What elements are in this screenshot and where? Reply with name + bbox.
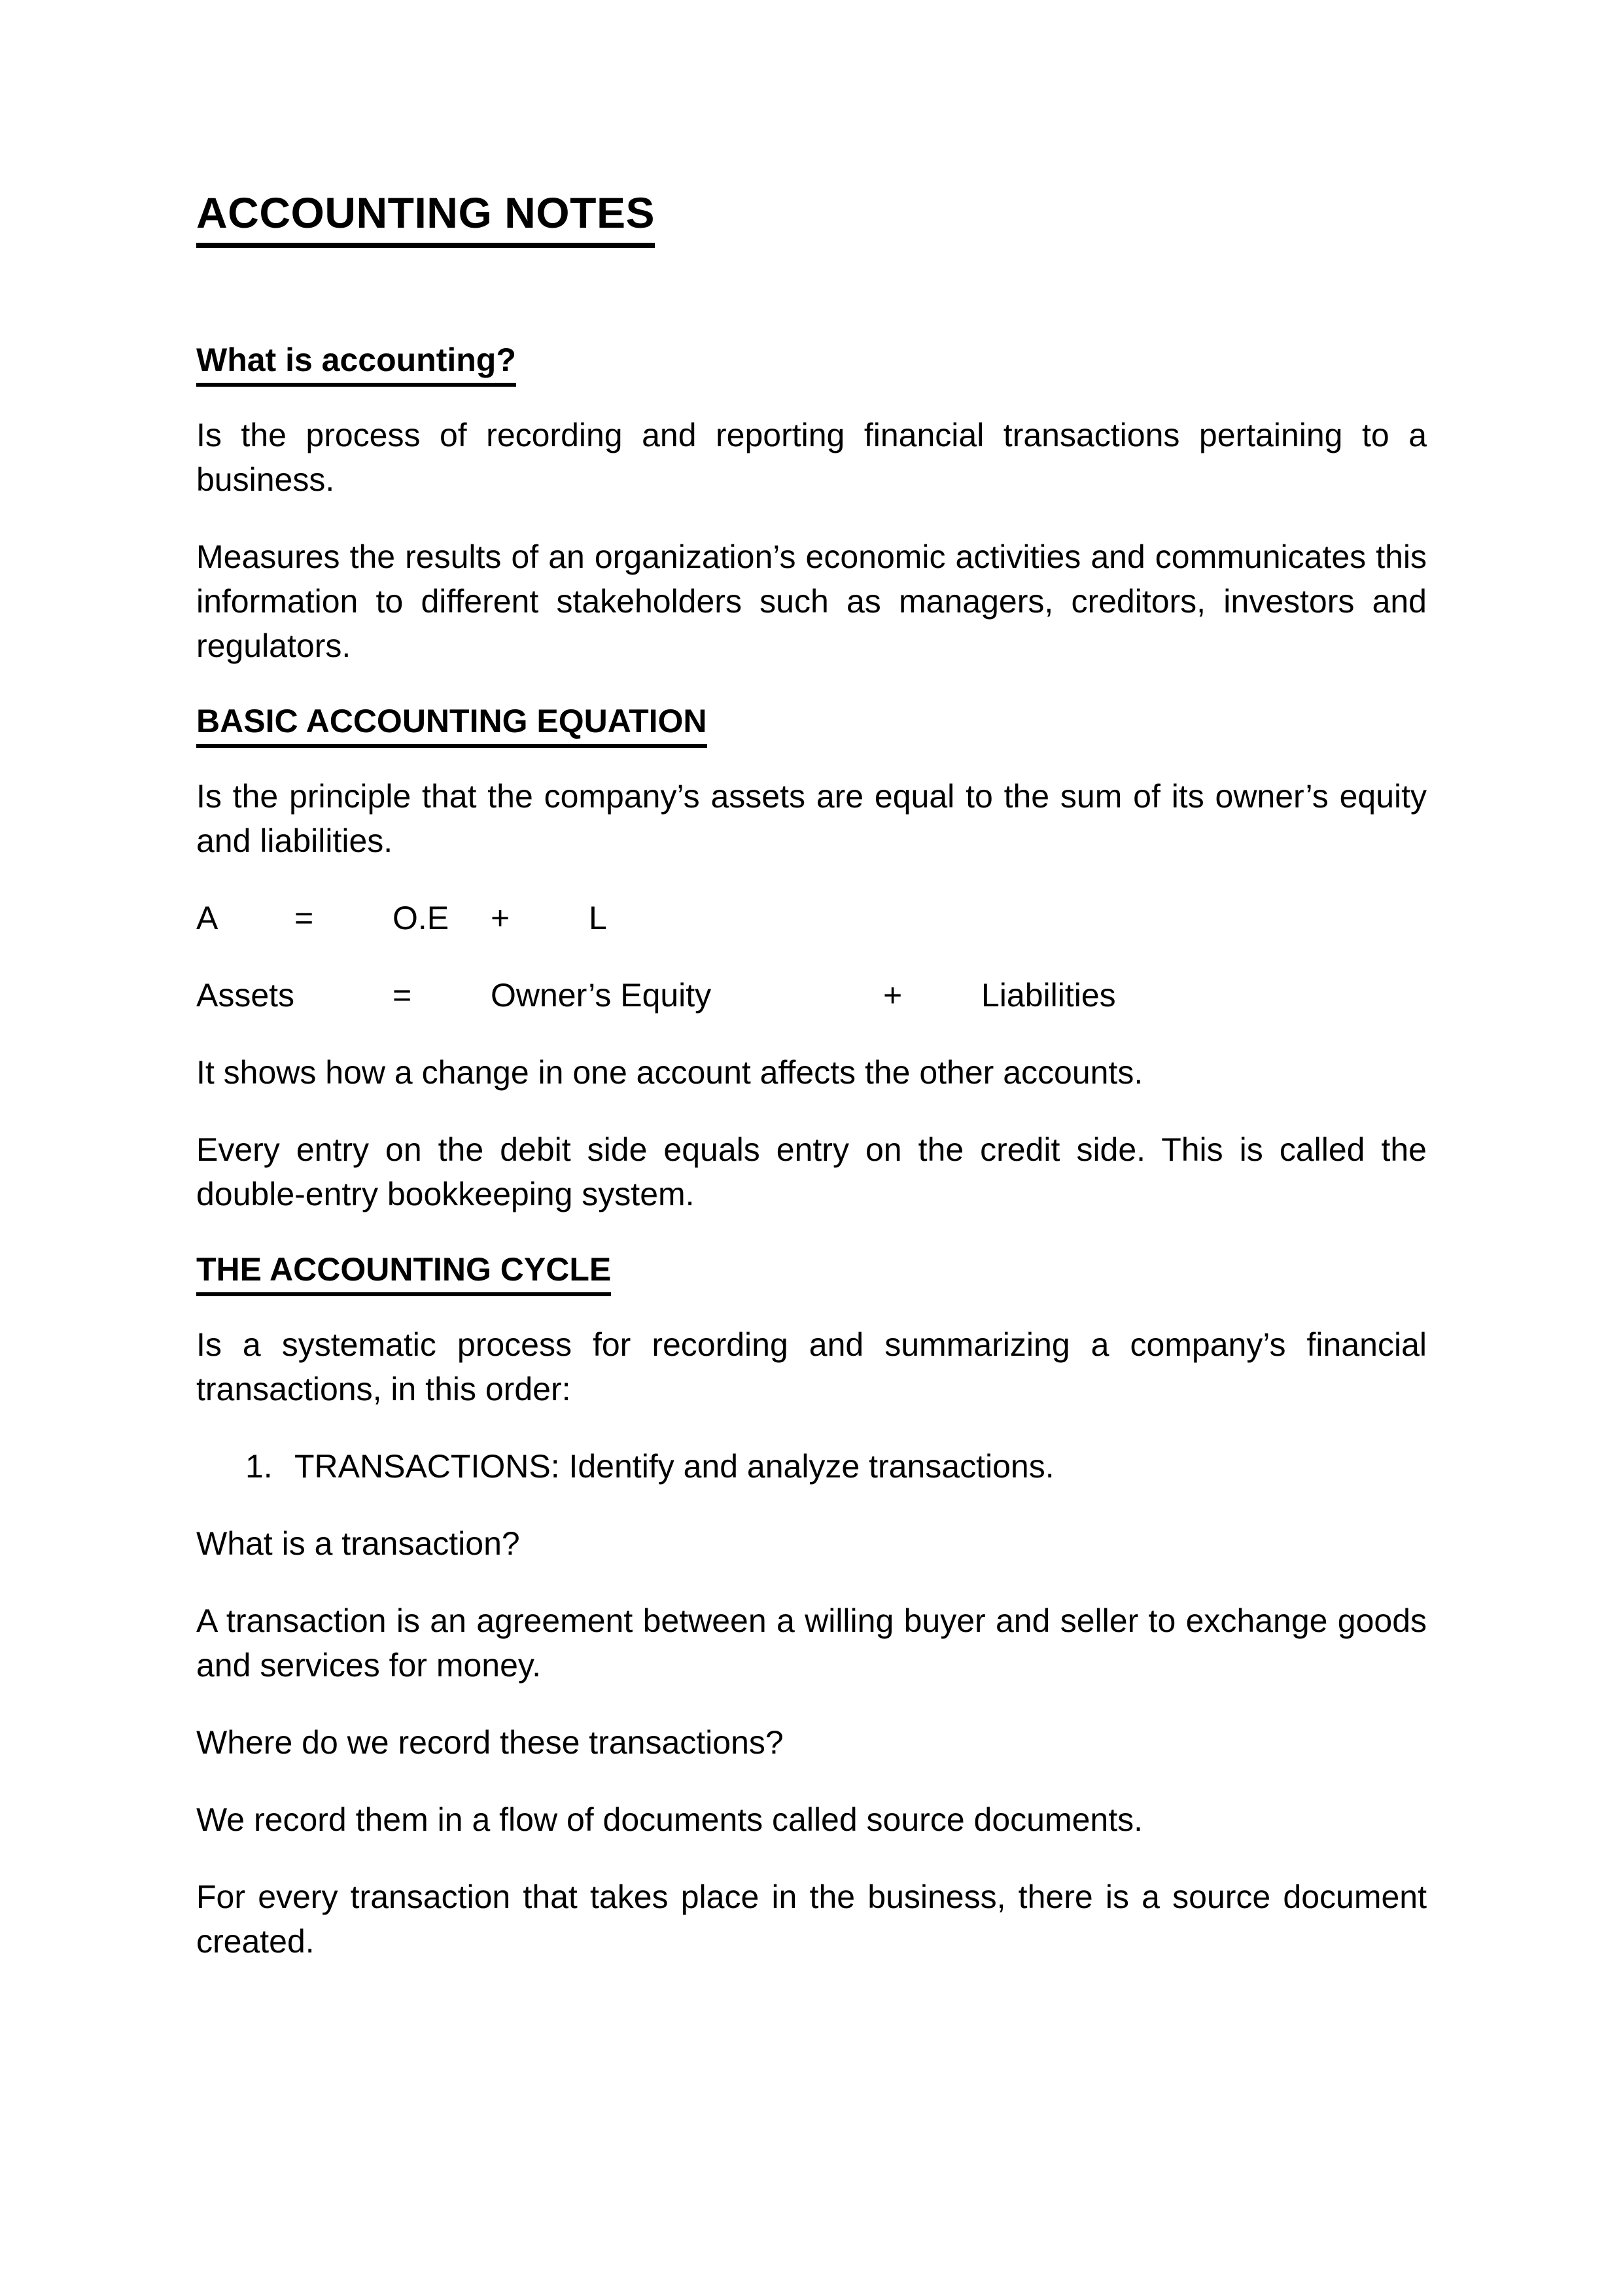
equation-symbol-equals: =: [294, 900, 314, 936]
document-title-row: [196, 186, 1427, 248]
list-item-number: 1.: [245, 1448, 273, 1485]
list-item-transactions: [196, 1444, 1427, 1489]
paragraph-question-record: Where do we record these transactions?: [196, 1724, 784, 1761]
paragraph-question-transaction: What is a transaction?: [196, 1525, 520, 1562]
equation-symbol-assets: A: [196, 900, 218, 936]
section-accounting-cycle-heading-row: [196, 1249, 1427, 1296]
heading-what-is-accounting: What is accounting?: [196, 340, 516, 387]
equation-word-plus: +: [883, 977, 903, 1014]
document-title: ACCOUNTING NOTES: [196, 186, 655, 248]
equation-word-equals: =: [393, 977, 412, 1014]
paragraph-cycle-intro: Is a systematic process for recording and summarizing a company’s financial transactions, in this order:: [196, 1326, 1427, 1407]
equation-words-row: [196, 973, 1427, 1017]
paragraph-source-document: For every transaction that takes place in the business, there is a source document created.: [196, 1879, 1427, 1960]
paragraph-answer-record: We record them in a flow of documents called source documents.: [196, 1801, 1143, 1838]
equation-symbolic-row: [196, 896, 1427, 940]
heading-accounting-cycle: THE ACCOUNTING CYCLE: [196, 1249, 611, 1296]
paragraph-equation-note: It shows how a change in one account affects the other accounts.: [196, 1054, 1143, 1091]
heading-basic-accounting-equation: BASIC ACCOUNTING EQUATION: [196, 701, 707, 748]
paragraph-accounting-measures: Measures the results of an organization’s economic activities and communicates this information to different stakeholders such as managers, creditors, investors and regulators.: [196, 539, 1427, 664]
paragraph-double-entry: Every entry on the debit side equals entry on the credit side. This is called the double-entry bookkeeping system.: [196, 1131, 1427, 1212]
list-item-text: TRANSACTIONS: Identify and analyze transactions.: [294, 1448, 1055, 1485]
paragraph-accounting-definition: Is the process of recording and reporting financial transactions pertaining to a business.: [196, 417, 1427, 498]
section-basic-equation-heading-row: [196, 701, 1427, 748]
equation-symbol-owners-equity: O.E: [393, 900, 449, 936]
equation-word-owners-equity: Owner’s Equity: [491, 977, 712, 1014]
equation-symbol-liabilities: L: [589, 900, 607, 936]
equation-symbol-plus: +: [491, 900, 510, 936]
equation-word-liabilities: Liabilities: [981, 977, 1116, 1014]
equation-word-assets: Assets: [196, 977, 295, 1014]
paragraph-equation-principle: Is the principle that the company’s assets are equal to the sum of its owner’s equity and liabilities.: [196, 778, 1427, 859]
paragraph-answer-transaction: A transaction is an agreement between a willing buyer and seller to exchange goods and services for money.: [196, 1602, 1427, 1684]
section-what-is-accounting-heading-row: [196, 340, 1427, 387]
